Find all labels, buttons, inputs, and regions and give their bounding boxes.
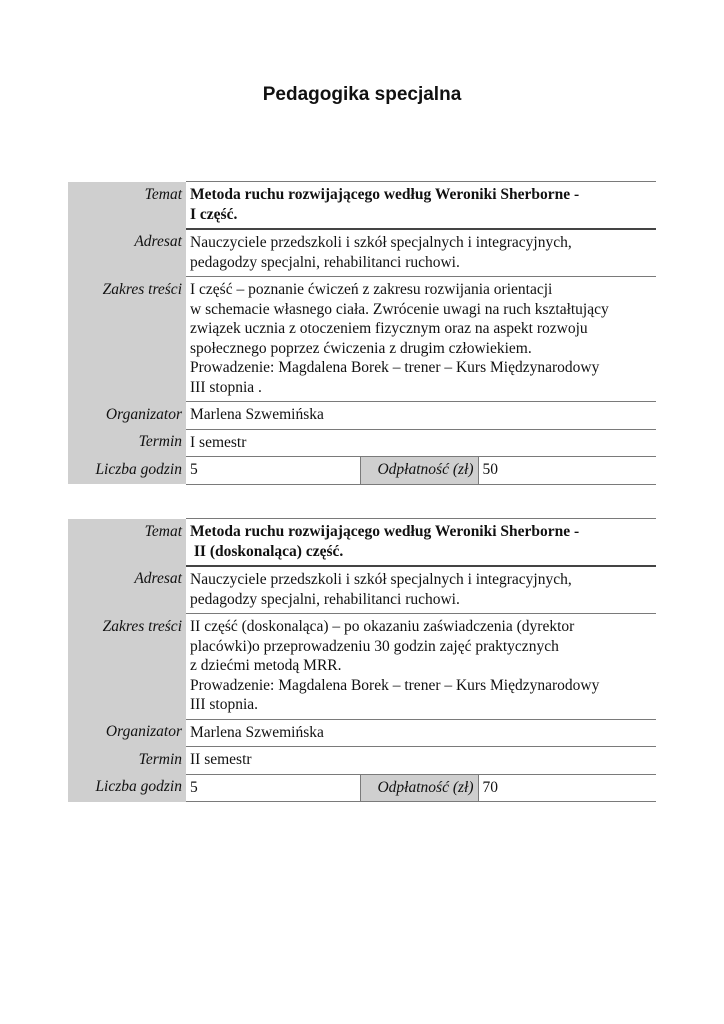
topic-label: Temat xyxy=(68,182,186,230)
organizer-row xyxy=(68,402,656,430)
fee-label: Odpłatność (zł) xyxy=(360,774,478,802)
scope-label: Zakres treści xyxy=(68,277,186,402)
term-row xyxy=(68,429,656,457)
hours-row xyxy=(68,774,656,802)
fee-value: 70 xyxy=(478,774,656,802)
audience-label: Adresat xyxy=(68,566,186,614)
hours-value: 5 xyxy=(186,457,360,485)
page-title: Pedagogika specjalna xyxy=(262,84,462,105)
audience-value: Nauczyciele przedszkoli i szkół specjalnych i integracyjnych, pedagodzy specjalni, rehabilitanci ruchowi. xyxy=(186,229,656,277)
course-title: Metoda ruchu rozwijającego według Weroniki Sherborne - I część. xyxy=(186,182,656,230)
term-label: Termin xyxy=(68,429,186,457)
hours-value: 5 xyxy=(186,774,360,802)
audience-row xyxy=(68,229,656,277)
organizer-row xyxy=(68,719,656,747)
fee-label: Odpłatność (zł) xyxy=(360,457,478,485)
audience-label: Adresat xyxy=(68,229,186,277)
hours-row xyxy=(68,457,656,485)
organizer-label: Organizator xyxy=(68,402,186,430)
term-value: I semestr xyxy=(186,429,656,457)
organizer-value: Marlena Szwemińska xyxy=(186,719,656,747)
fee-value: 50 xyxy=(478,457,656,485)
term-value: II semestr xyxy=(186,747,656,775)
course-table-1 xyxy=(68,181,656,485)
topic-row xyxy=(68,519,656,567)
organizer-value: Marlena Szwemińska xyxy=(186,402,656,430)
hours-label: Liczba godzin xyxy=(68,774,186,802)
scope-row xyxy=(68,277,656,402)
organizer-label: Organizator xyxy=(68,719,186,747)
topic-row xyxy=(68,182,656,230)
scope-row xyxy=(68,614,656,720)
hours-label: Liczba godzin xyxy=(68,457,186,485)
scope-value: I część – poznanie ćwiczeń z zakresu rozwijania orientacji w schemacie własnego ciała. Zwrócenie uwagi na ruch kształtujący związek ucznia z otoczeniem fizycznym oraz na aspekt rozwoju społecznego poprzez ćwiczenia z drugim człowiekiem. Prowadzenie: Magdalena Borek – trener – Kurs Międzynarodowy III stopnia . xyxy=(186,277,656,402)
audience-row xyxy=(68,566,656,614)
scope-value: II część (doskonaląca) – po okazaniu zaświadczenia (dyrektor placówki)o przeprowadzeniu 30 godzin zajęć praktycznych z dziećmi metodą MRR. Prowadzenie: Magdalena Borek – trener – Kurs Międzynarodowy III stopnia. xyxy=(186,614,656,720)
course-table-2 xyxy=(68,518,656,802)
scope-label: Zakres treści xyxy=(68,614,186,720)
audience-value: Nauczyciele przedszkoli i szkół specjalnych i integracyjnych, pedagodzy specjalni, rehabilitanci ruchowi. xyxy=(186,566,656,614)
course-title: Metoda ruchu rozwijającego według Weroniki Sherborne - II (doskonaląca) część. xyxy=(186,519,656,567)
term-label: Termin xyxy=(68,747,186,775)
topic-label: Temat xyxy=(68,519,186,567)
term-row xyxy=(68,747,656,775)
